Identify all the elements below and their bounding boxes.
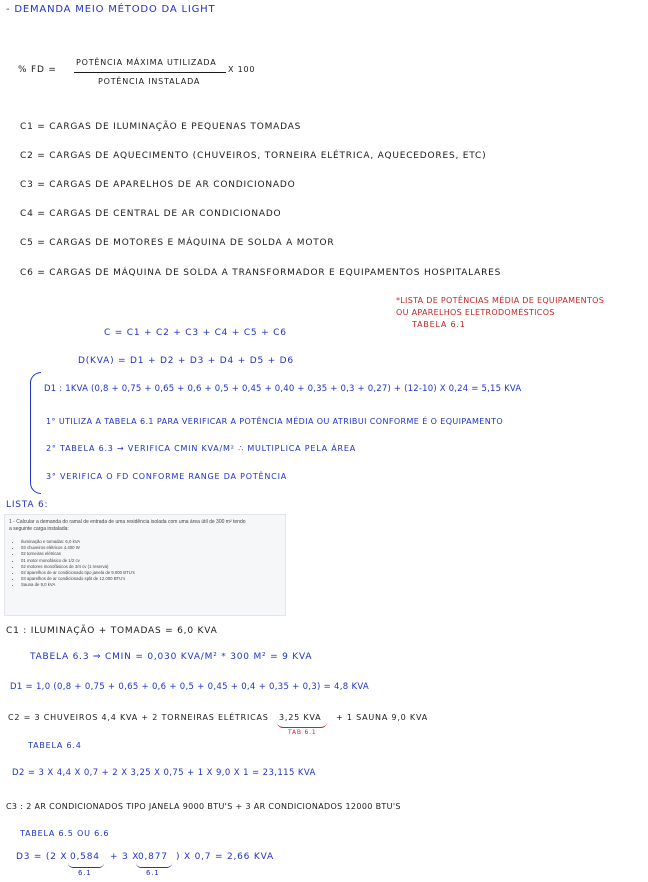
steps-bracket bbox=[30, 372, 41, 494]
load-def-c1: C1 = CARGAS DE ILUMINAÇÃO E PEQUENAS TOMADAS bbox=[20, 122, 302, 132]
calc-t64: TABELA 6.4 bbox=[28, 741, 82, 750]
list-item: • Sauna de 9,0 kVA bbox=[21, 582, 135, 588]
calc-d3-a: D3 = (2 X bbox=[16, 852, 68, 862]
step-3: 3° VERIFICA O FD CONFORME RANGE DA POTÊNCIA bbox=[46, 472, 287, 481]
calc-c3: C3 : 2 AR CONDICIONADOS TIPO JANELA 9000 BTU'S + 3 AR CONDICIONADOS 12000 BTU'S bbox=[6, 802, 401, 811]
list-item: • 02 torneiras elétricas bbox=[21, 551, 135, 557]
red-note-line2: OU APARELHOS ELETRODOMÉSTICOS bbox=[396, 308, 555, 317]
calc-c1: C1 : ILUMINAÇÃO + TOMADAS = 6,0 KVA bbox=[6, 626, 218, 636]
calc-t65: TABELA 6.5 OU 6.6 bbox=[20, 829, 110, 838]
list-item: • 03 aparelhos de ar condicionado split de 12.000 BTU's bbox=[21, 576, 135, 582]
d3-v2-brace bbox=[136, 863, 172, 868]
calc-t63: TABELA 6.3 ⇒ CMIN = 0,030 KVA/M² * 300 M² = 9 KVA bbox=[30, 652, 313, 662]
load-def-c2: C2 = CARGAS DE AQUECIMENTO (CHUVEIROS, TORNEIRA ELÉTRICA, AQUECEDORES, ETC) bbox=[20, 151, 487, 161]
calc-d3-b: + 3 X bbox=[110, 852, 140, 862]
calc-d3-v1: 0,584 bbox=[70, 852, 100, 862]
exercise-list bbox=[13, 539, 135, 589]
calc-d2: D2 = 3 X 4,4 X 0,7 + 2 X 3,25 X 0,75 + 1 X 9,0 X 1 = 23,115 KVA bbox=[12, 768, 316, 778]
lista-label: LISTA 6: bbox=[6, 500, 49, 510]
load-def-c4: C4 = CARGAS DE CENTRAL DE AR CONDICIONADO bbox=[20, 209, 282, 219]
page-title: - DEMANDA MEIO MÉTODO DA LIGHT bbox=[6, 4, 216, 15]
sum-d: D(KVA) = D1 + D2 + D3 + D4 + D5 + D6 bbox=[78, 356, 294, 366]
exercise-intro-2: a seguinte carga instalada: bbox=[9, 526, 69, 532]
fraction-bar bbox=[74, 72, 226, 73]
step-1: 1° UTILIZA A TABELA 6.1 PARA VERIFICAR A POTÊNCIA MÉDIA OU ATRIBUI CONFORME É O EQUIPAMENTO bbox=[46, 417, 504, 426]
list-item: • 01 motor monofásico de 1/2 cv bbox=[21, 558, 135, 564]
list-item: • 03 chuveiros elétricos 4.400 W bbox=[21, 545, 135, 551]
list-item: • 02 motores monofásicos de 3/4 cv (1 reserva) bbox=[21, 564, 135, 570]
load-def-c5: C5 = CARGAS DE MOTORES E MÁQUINA DE SOLDA A MOTOR bbox=[20, 238, 335, 248]
calc-tab61-note: TAB 6.1 bbox=[288, 729, 317, 736]
fd-numerator: POTÊNCIA MÁXIMA UTILIZADA bbox=[76, 58, 217, 67]
list-item: • 02 aparelhos de ar condicionado tipo janela de 9.000 BTU's bbox=[21, 570, 135, 576]
calc-d3-c: ) X 0,7 = 2,66 KVA bbox=[176, 852, 274, 862]
d1-line: D1 : 1KVA (0,8 + 0,75 + 0,65 + 0,6 + 0,5 + 0,45 + 0,40 + 0,35 + 0,3 + 0,27) + (12-10) X 0,24 = 5,15 KVA bbox=[44, 384, 522, 394]
load-def-c6: C6 = CARGAS DE MÁQUINA DE SOLDA A TRANSFORMADOR E EQUIPAMENTOS HOSPITALARES bbox=[20, 268, 502, 278]
calc-d3-g2: 6.1 bbox=[146, 869, 160, 877]
step-2: 2° TABELA 6.3 → VERIFICA CMIN KVA/M² ∴ MULTIPLICA PELA ÁREA bbox=[46, 444, 357, 453]
calc-d1: D1 = 1,0 (0,8 + 0,75 + 0,65 + 0,6 + 0,5 + 0,45 + 0,4 + 0,35 + 0,3) = 4,8 KVA bbox=[10, 682, 370, 692]
exercise-screenshot bbox=[4, 514, 286, 616]
red-note-line3: TABELA 6.1 bbox=[412, 320, 466, 329]
calc-d3-g1: 6.1 bbox=[78, 869, 92, 877]
calc-c2-b: + 1 SAUNA 9,0 KVA bbox=[336, 713, 428, 722]
fd-denominator: POTÊNCIA INSTALADA bbox=[98, 77, 201, 86]
c2-val-brace bbox=[277, 722, 327, 728]
fd-times: X 100 bbox=[228, 65, 256, 74]
red-note-line1: *LISTA DE POTÊNCIAS MÉDIA DE EQUIPAMENTOS bbox=[396, 296, 605, 305]
fd-lhs: % FD = bbox=[18, 65, 57, 75]
exercise-intro-1: 1 - Calcular a demanda do ramal de entrada de uma residência isolada com uma área útil de 300 m² tendo bbox=[9, 519, 246, 525]
d3-v1-brace bbox=[68, 863, 104, 868]
list-item: • Iluminação e tomadas: 6,0 kVA bbox=[21, 539, 135, 545]
sum-c: C = C1 + C2 + C3 + C4 + C5 + C6 bbox=[104, 328, 287, 338]
calc-d3-v2: 0,877 bbox=[138, 852, 168, 862]
load-def-c3: C3 = CARGAS DE APARELHOS DE AR CONDICIONADO bbox=[20, 180, 296, 190]
calc-c2-a: C2 = 3 CHUVEIROS 4,4 KVA + 2 TORNEIRAS ELÉTRICAS bbox=[8, 713, 269, 722]
calc-c2-val: 3,25 KVA bbox=[279, 713, 322, 722]
